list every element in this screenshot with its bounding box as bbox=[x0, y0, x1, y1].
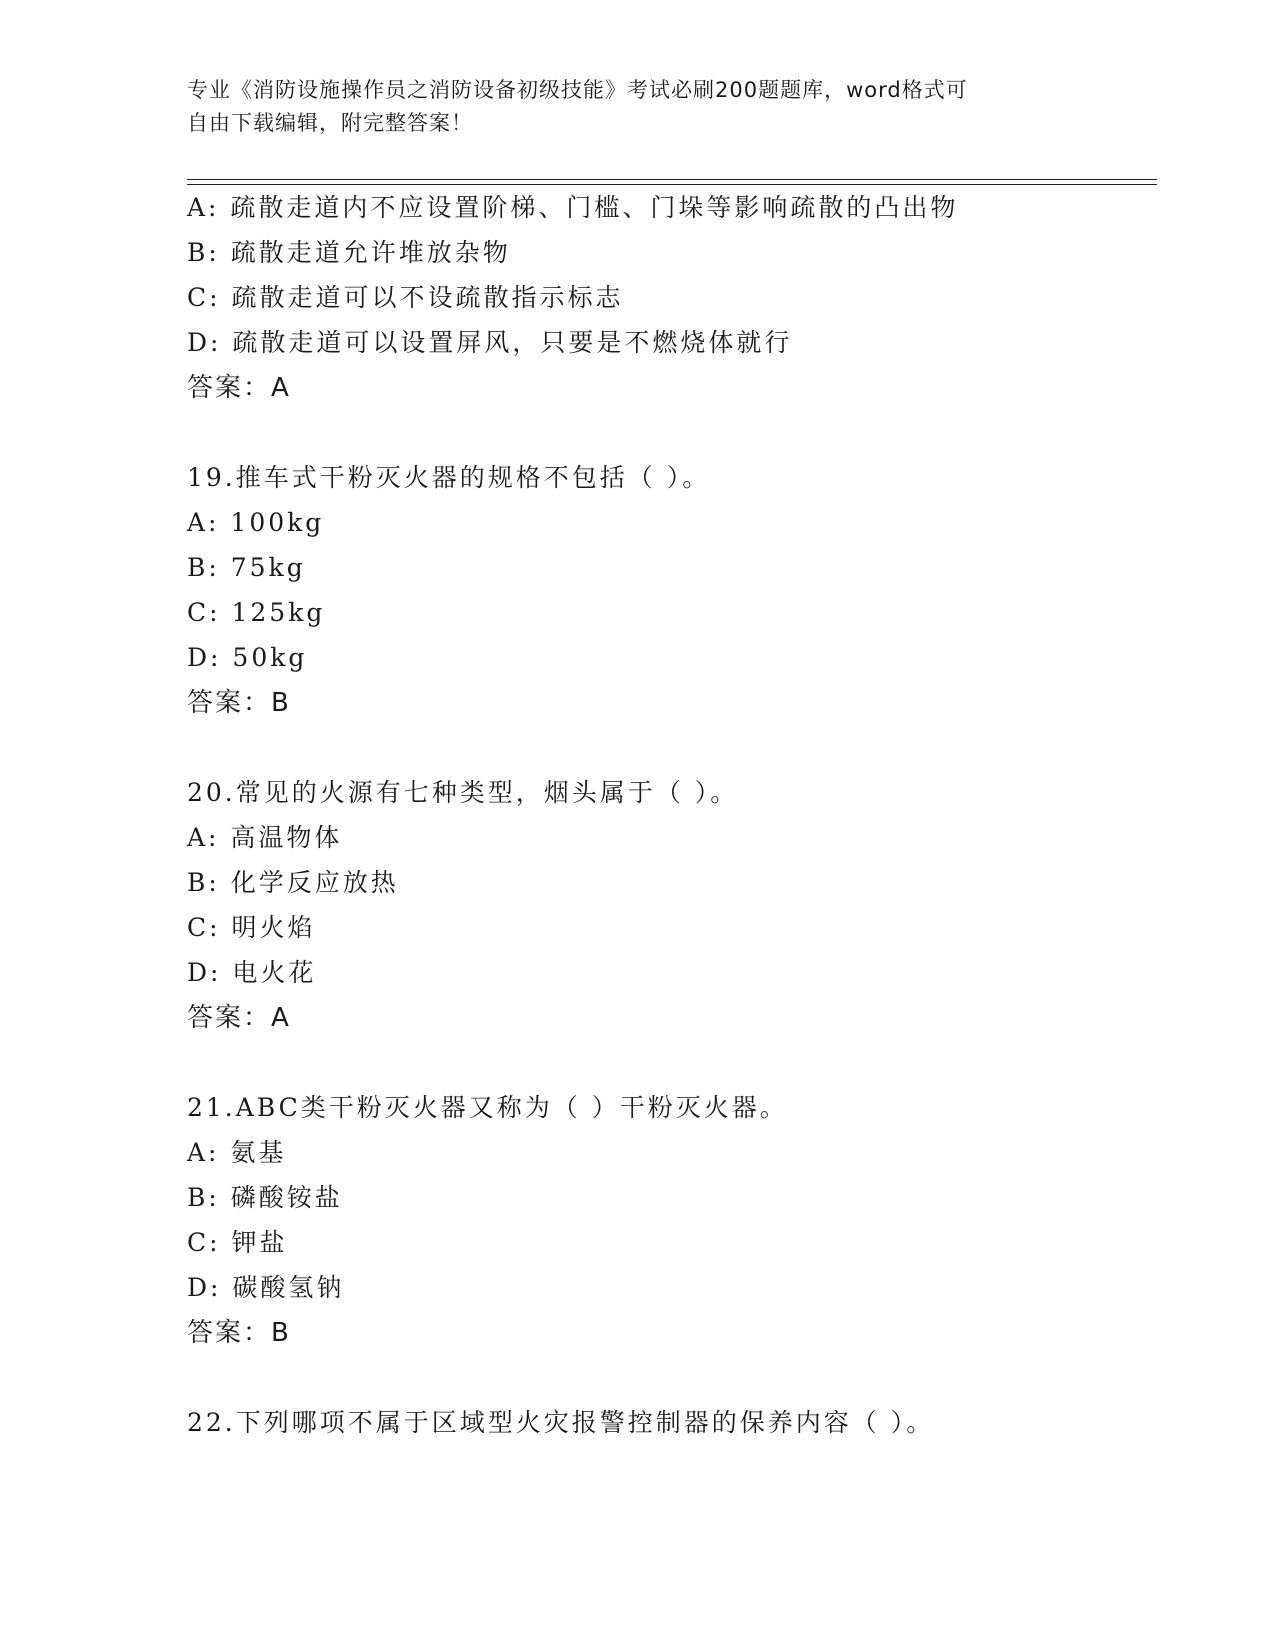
q20-answer: 答案：A bbox=[187, 1003, 291, 1033]
q20-option-b: B: 化学反应放热 bbox=[187, 868, 399, 897]
q20-question: 20.常见的火源有七种类型，烟头属于（ ）。 bbox=[187, 778, 739, 807]
q18-option-d: D: 疏散走道可以设置屏风，只要是不燃烧体就行 bbox=[187, 328, 793, 357]
q19-option-a: A: 100kg bbox=[187, 508, 325, 537]
q21-option-c: C: 钾盐 bbox=[187, 1228, 288, 1257]
q19-answer: 答案：B bbox=[187, 688, 291, 718]
q18-answer: 答案：A bbox=[187, 373, 291, 403]
q18-option-c: C: 疏散走道可以不设疏散指示标志 bbox=[187, 283, 624, 312]
header-line-1: 专业《消防设施操作员之消防设备初级技能》考试必刷200题题库，word格式可 bbox=[187, 78, 968, 102]
header-divider-bottom bbox=[187, 184, 1157, 185]
header-line-2: 自由下载编辑，附完整答案！ bbox=[187, 111, 473, 135]
q21-answer: 答案：B bbox=[187, 1318, 291, 1348]
q19-question: 19.推车式干粉灭火器的规格不包括（ ）。 bbox=[187, 463, 711, 492]
q19-option-c: C: 125kg bbox=[187, 598, 326, 627]
q21-option-b: B: 磷酸铵盐 bbox=[187, 1183, 343, 1212]
q21-option-d: D: 碳酸氢钠 bbox=[187, 1273, 345, 1302]
q21-question: 21.ABC类干粉灭火器又称为（ ）干粉灭火器。 bbox=[187, 1093, 788, 1122]
q22-question: 22.下列哪项不属于区域型火灾报警控制器的保养内容（ ）。 bbox=[187, 1408, 935, 1437]
q19-option-d: D: 50kg bbox=[187, 643, 308, 672]
header-divider-top bbox=[187, 179, 1157, 180]
q20-option-c: C: 明火焰 bbox=[187, 913, 316, 942]
q18-option-a: A: 疏散走道内不应设置阶梯、门槛、门垛等影响疏散的凸出物 bbox=[187, 193, 959, 222]
q19-option-b: B: 75kg bbox=[187, 553, 306, 582]
q18-option-b: B: 疏散走道允许堆放杂物 bbox=[187, 238, 511, 267]
q20-option-a: A: 高温物体 bbox=[187, 823, 343, 852]
document-header bbox=[187, 74, 1087, 140]
q21-option-a: A: 氨基 bbox=[187, 1138, 287, 1167]
q20-option-d: D: 电火花 bbox=[187, 958, 317, 987]
